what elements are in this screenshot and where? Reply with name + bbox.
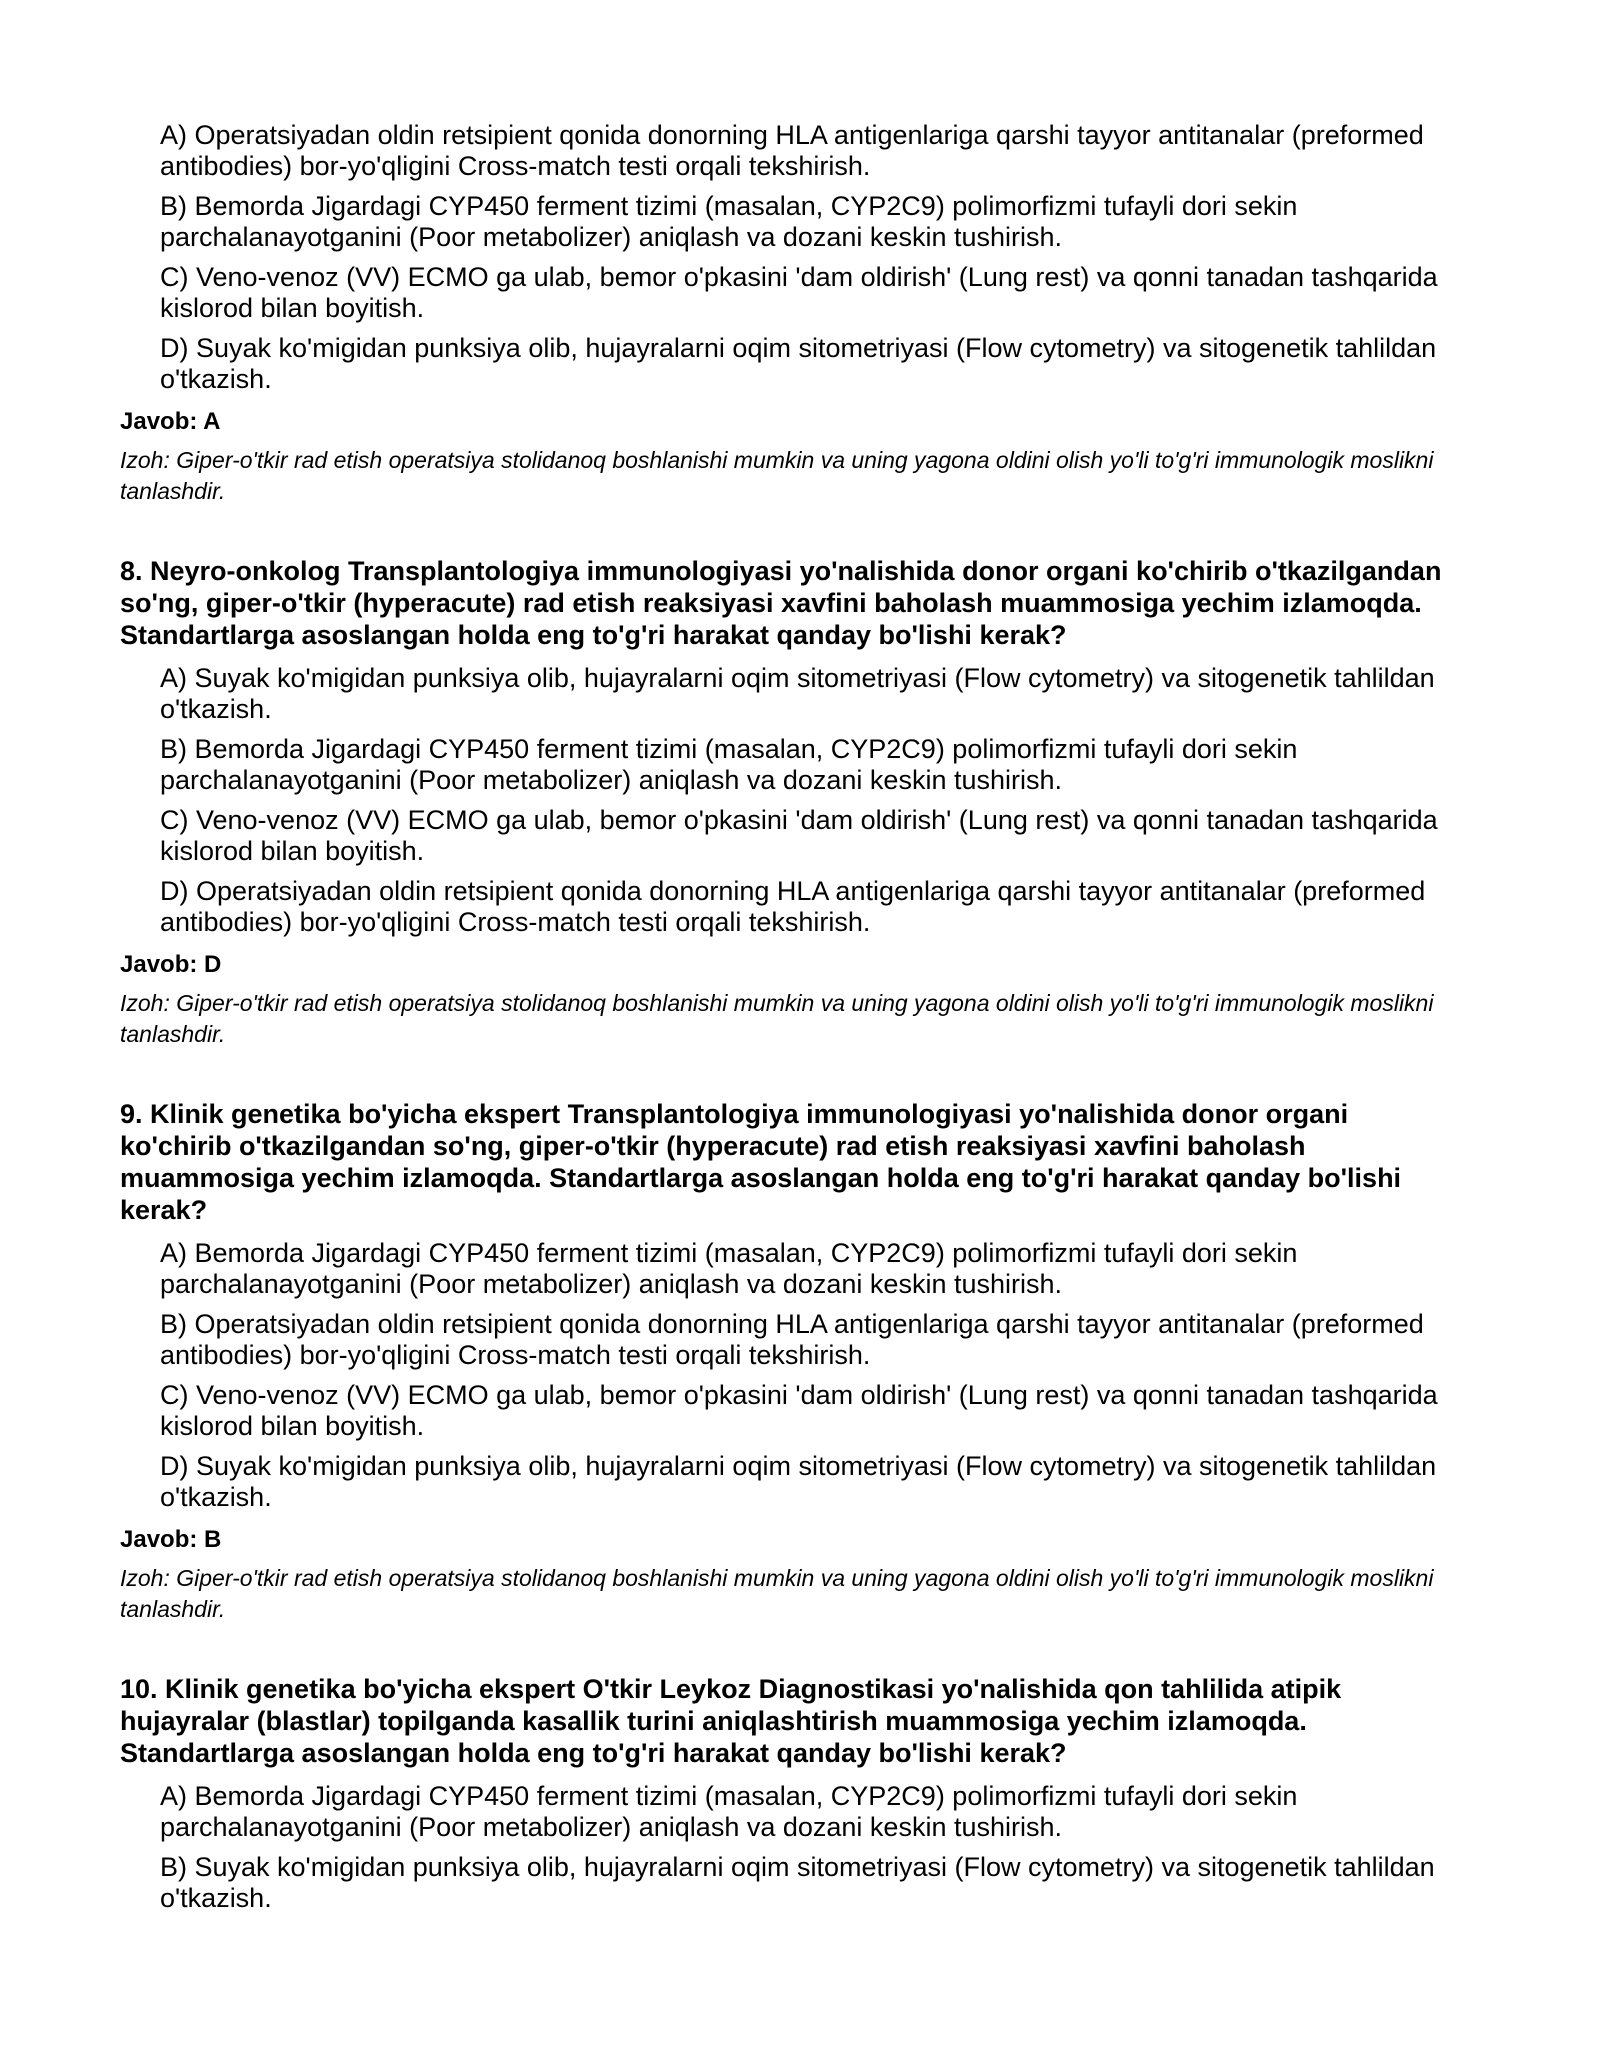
question-block-8 xyxy=(120,555,1460,1050)
option-d: D) Suyak ko'migidan punksiya olib, hujayralarni oqim sitometriyasi (Flow cytometry) va sitogenetik tahlildan o'tkazish. xyxy=(160,333,1437,394)
option-b: B) Suyak ko'migidan punksiya olib, hujayralarni oqim sitometriyasi (Flow cytometry) va sitogenetik tahlildan o'tkazish. xyxy=(160,1852,1435,1913)
question-text: 10. Klinik genetika bo'yicha ekspert O'tkir Leykoz Diagnostikasi yo'nalishida qon tahlilida atipik hujayralar (blastlar) topilganda kasallik turini aniqlashtirish muammosiga yechim izlamoqda. Standartlarga asoslangan holda eng to'g'ri harakat qanday bo'lishi kerak? xyxy=(120,1674,1342,1768)
document-page xyxy=(120,120,1460,1914)
option-c: C) Veno-venoz (VV) ECMO ga ulab, bemor o'pkasini 'dam oldirish' (Lung rest) va qonni tanadan tashqarida kislorod bilan boyitish. xyxy=(160,1380,1438,1441)
question-block-7 xyxy=(120,120,1460,507)
question-text: 9. Klinik genetika bo'yicha ekspert Transplantologiya immunologiyasi yo'nalishida donor organi ko'chirib o'tkazilgandan so'ng, giper-o'tkir (hyperacute) rad etish reaksiyasi xavfini baholash muammosiga yechim izlamoqda. Standartlarga asoslangan holda eng to'g'ri harakat qanday bo'lishi kerak? xyxy=(120,1099,1402,1225)
answer-label: Javob: A xyxy=(120,408,221,435)
option-d: D) Operatsiyadan oldin retsipient qonida donorning HLA antigenlariga qarshi tayyor antitanalar (preformed antibodies) bor-yo'qligini Cross-match testi orqali tekshirish. xyxy=(160,876,1426,937)
option-a: A) Bemorda Jigardagi CYP450 ferment tizimi (masalan, CYP2C9) polimorfizmi tufayli dori sekin parchalanayotganini (Poor metabolizer) aniqlash va dozani keskin tushirish. xyxy=(160,1781,1298,1842)
option-c: C) Veno-venoz (VV) ECMO ga ulab, bemor o'pkasini 'dam oldirish' (Lung rest) va qonni tanadan tashqarida kislorod bilan boyitish. xyxy=(160,262,1438,323)
option-d: D) Suyak ko'migidan punksiya olib, hujayralarni oqim sitometriyasi (Flow cytometry) va sitogenetik tahlildan o'tkazish. xyxy=(160,1451,1437,1512)
option-b: B) Bemorda Jigardagi CYP450 ferment tizimi (masalan, CYP2C9) polimorfizmi tufayli dori sekin parchalanayotganini (Poor metabolizer) aniqlash va dozani keskin tushirish. xyxy=(160,191,1298,252)
option-a: A) Suyak ko'migidan punksiya olib, hujayralarni oqim sitometriyasi (Flow cytometry) va sitogenetik tahlildan o'tkazish. xyxy=(160,663,1435,724)
option-b: B) Bemorda Jigardagi CYP450 ferment tizimi (masalan, CYP2C9) polimorfizmi tufayli dori sekin parchalanayotganini (Poor metabolizer) aniqlash va dozani keskin tushirish. xyxy=(160,734,1298,795)
option-b: B) Operatsiyadan oldin retsipient qonida donorning HLA antigenlariga qarshi tayyor antitanalar (preformed antibodies) bor-yo'qligini Cross-match testi orqali tekshirish. xyxy=(160,1309,1424,1370)
answer-label: Javob: B xyxy=(120,1526,222,1553)
question-block-10 xyxy=(120,1673,1460,1914)
explanation-note: Izoh: Giper-o'tkir rad etish operatsiya stolidanoq boshlanishi mumkin va uning yagona oldini olish yo'li to'g'ri immunologik moslikni tanlashdir. xyxy=(120,1565,1434,1622)
explanation-note: Izoh: Giper-o'tkir rad etish operatsiya stolidanoq boshlanishi mumkin va uning yagona oldini olish yo'li to'g'ri immunologik moslikni tanlashdir. xyxy=(120,990,1434,1047)
option-c: C) Veno-venoz (VV) ECMO ga ulab, bemor o'pkasini 'dam oldirish' (Lung rest) va qonni tanadan tashqarida kislorod bilan boyitish. xyxy=(160,805,1438,866)
answer-label: Javob: D xyxy=(120,951,222,978)
option-a: A) Bemorda Jigardagi CYP450 ferment tizimi (masalan, CYP2C9) polimorfizmi tufayli dori sekin parchalanayotganini (Poor metabolizer) aniqlash va dozani keskin tushirish. xyxy=(160,1238,1298,1299)
question-text: 8. Neyro-onkolog Transplantologiya immunologiyasi yo'nalishida donor organi ko'chirib o'tkazilgandan so'ng, giper-o'tkir (hyperacute) rad etish reaksiyasi xavfini baholash muammosiga yechim izlamoqda. Standartlarga asoslangan holda eng to'g'ri harakat qanday bo'lishi kerak? xyxy=(120,556,1442,650)
explanation-note: Izoh: Giper-o'tkir rad etish operatsiya stolidanoq boshlanishi mumkin va uning yagona oldini olish yo'li to'g'ri immunologik moslikni tanlashdir. xyxy=(120,447,1434,504)
option-a: A) Operatsiyadan oldin retsipient qonida donorning HLA antigenlariga qarshi tayyor antitanalar (preformed antibodies) bor-yo'qligini Cross-match testi orqali tekshirish. xyxy=(160,120,1424,181)
question-block-9 xyxy=(120,1098,1460,1625)
